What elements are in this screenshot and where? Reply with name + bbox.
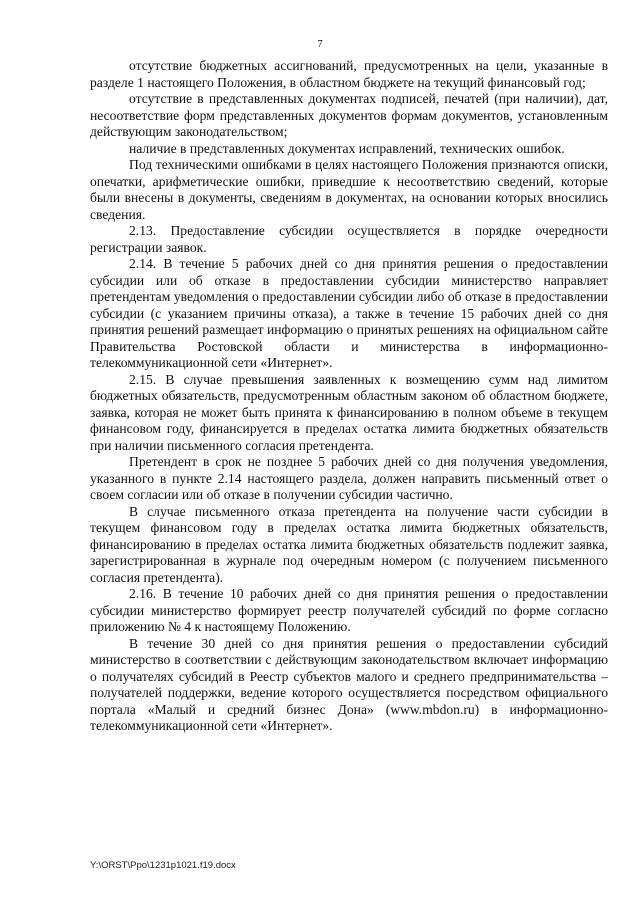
file-path-footer: Y:\ORST\Ppo\1231p1021.f19.docx <box>90 860 236 871</box>
clause-2-13: 2.13. Предоставление субсидии осуществляется в порядке очередности регистрации заявок. <box>90 223 608 255</box>
paragraph-corrections-errors: наличие в представленных документах исправлений, технических ошибок. <box>129 140 565 156</box>
paragraph-missing-signatures: отсутствие в представленных документах подписей, печатей (при наличии), дат, несоответствие форм представленных документов формам документов, установленным действующим законодательством; <box>90 91 608 139</box>
paragraph-no-budget-allocations: отсутствие бюджетных ассигнований, предусмотренных на цели, указанные в разделе 1 настоящего Положения, в областном бюджете на текущий финансовый год; <box>90 58 608 90</box>
clause-2-14: 2.14. В течение 5 рабочих дней со дня принятия решения о предоставлении субсидии или об отказе в предоставлении субсидии министерство направляет претендентам уведомления о предоставлении субсидии либо об отказе в предоставлении субсидии (с указанием причины отказа), а также в течение 15 рабочих дней со дня принятия решений размещает информацию о принятых решениях на официальном сайте Правительства Ростовской области и министерства в информационно-телекоммуникационной сети «Интернет». <box>90 256 608 370</box>
page-number: 7 <box>317 38 323 50</box>
clause-2-16: 2.16. В течение 10 рабочих дней со дня принятия решения о предоставлении субсидии министерство формирует реестр получателей субсидий по форме согласно приложению № 4 к настоящему Положению. <box>90 586 608 634</box>
clause-2-15: 2.15. В случае превышения заявленных к возмещению сумм над лимитом бюджетных обязательств, предусмотренным областным законом об областном бюджете, заявка, которая не может быть принята к финансированию в полном объеме в текущем финансовом году, финансируется в пределах остатка лимита бюджетных обязательств при наличии письменного согласия претендента. <box>90 371 608 453</box>
document-body <box>90 58 608 735</box>
paragraph-written-refusal: В случае письменного отказа претендента на получение части субсидии в текущем финансовом году в пределах остатка лимита бюджетных обязательств, финансированию в пределах остатка лимита бюджетных обязательств подлежит заявка, зарегистрированная в журнале под очередным номером (с получением письменного согласия претендента). <box>90 503 608 585</box>
paragraph-applicant-response: Претендент в срок не позднее 5 рабочих дней со дня получения уведомления, указанного в пункте 2.14 настоящего раздела, должен направить письменный ответ о своем согласии или об отказе в получении субсидии частично. <box>90 454 608 502</box>
paragraph-technical-errors-definition: Под техническими ошибками в целях настоящего Положения признаются описки, опечатки, арифметические ошибки, приведшие к несоответствию сведений, которые были внесены в документы, сведениям в документах, на основании которых вносились сведения. <box>90 157 608 222</box>
paragraph-registry-inclusion: В течение 30 дней со дня принятия решения о предоставлении субсидий министерство в соответствии с действующим законодательством включает информацию о получателях субсидий в Реестр субъектов малого и среднего предпринимательства – получателей поддержки, ведение которого осуществляется посредством официального портала «Малый и средний бизнес Дона» (www.mbdon.ru) в информационно-телекоммуникационной сети «Интернет». <box>90 635 608 733</box>
